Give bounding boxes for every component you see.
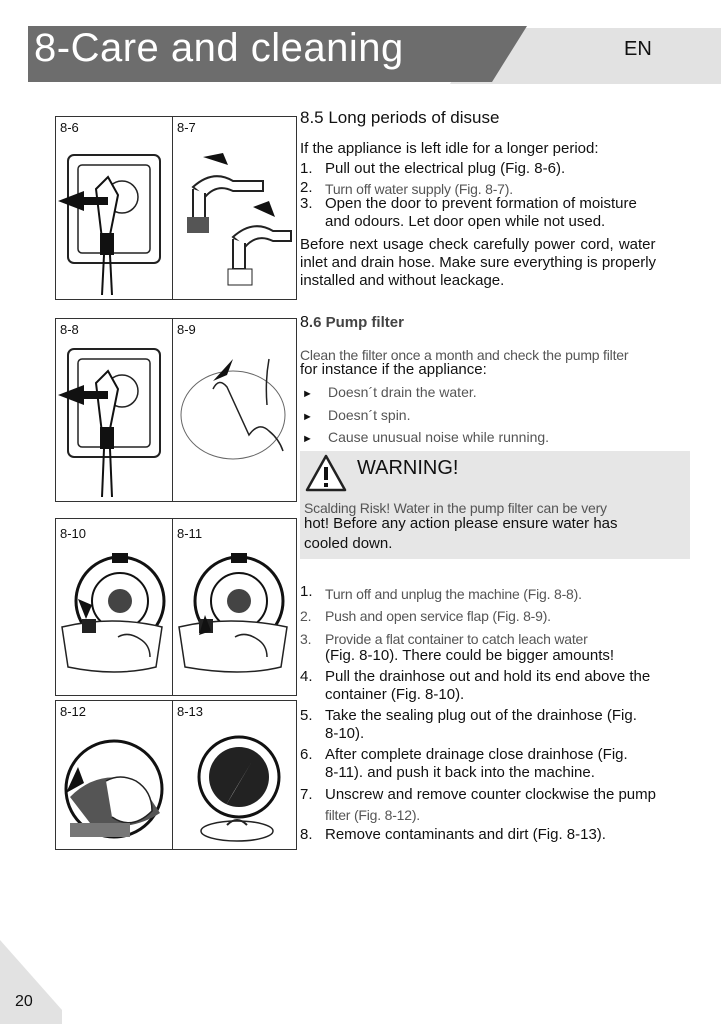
unplug-illustration <box>56 319 171 499</box>
service-flap-illustration <box>173 319 295 499</box>
step-item: 5. Take the sealing plug out of the drainhose (Fig. 8-10). <box>300 707 637 742</box>
warning-title: WARNING! <box>357 457 459 479</box>
figure-label: 8-9 <box>177 322 196 337</box>
figure-pair-8-12-8-13 <box>55 700 297 850</box>
language-label: EN <box>624 38 652 60</box>
pump-filter-illustration <box>56 701 171 847</box>
warning-icon <box>304 453 348 493</box>
warning-line2: hot! Before any action please ensure water has <box>304 515 618 532</box>
warning-line1: Scalding Risk! Water in the pump filter can be very <box>304 500 607 516</box>
section-8-5-intro: If the appliance is left idle for a longer period: <box>300 140 599 157</box>
warning-box <box>300 451 690 559</box>
warning-line3: cooled down. <box>304 535 393 552</box>
figure-label: 8-12 <box>60 704 87 719</box>
list-item: 3. Open the door to prevent formation of moisture and odours. Let door open while not used. <box>300 195 637 230</box>
figure-pair-8-10-8-11 <box>55 518 297 696</box>
figure-pair-8-8-8-9 <box>55 318 297 502</box>
step-item: 4. Pull the drainhose out and hold its end above the container (Fig. 8-10). <box>300 668 651 703</box>
step-item: 7. Unscrew and remove counter clockwise the pump filter (Fig. 8-12). <box>300 786 656 823</box>
figure-label: 8-7 <box>177 120 196 135</box>
step-item: 6. After complete drainage close drainhose (Fig. 8-11). and push it back into the machine. <box>300 746 628 781</box>
page-number: 20 <box>15 993 33 1010</box>
section-8-5-heading: 8.5 Long periods of disuse <box>300 108 500 127</box>
figure-pair-8-6-8-7 <box>55 116 297 300</box>
bullet-item: ► Cause unusual noise while running. <box>302 429 550 445</box>
filter-cleaning-illustration <box>173 701 295 847</box>
figure-label: 8-13 <box>177 704 204 719</box>
figure-label: 8-6 <box>60 120 79 135</box>
section-8-6-line1: Clean the filter once a month and check the pump filter <box>300 347 629 363</box>
page-corner-tab <box>0 940 70 1024</box>
section-8-5-paragraph: Before next usage check carefully power cord, water inlet and drain hose. Make sure everything is properly installed and without leackage. <box>300 236 657 289</box>
bullet-item: ► Doesn´t spin. <box>302 407 411 423</box>
tap-illustration <box>173 117 295 297</box>
drain-hose-illustration <box>56 519 171 693</box>
figure-label: 8-11 <box>177 526 203 541</box>
step-item: 3. Provide a flat container to catch leach water (Fig. 8-10). There could be bigger amounts! <box>300 631 615 664</box>
figure-label: 8-8 <box>60 322 79 337</box>
unplug-illustration <box>56 117 171 297</box>
figure-label: 8-10 <box>60 526 87 541</box>
page-title: 8-Care and cleaning <box>34 26 404 70</box>
section-8-6-heading: 8.6 Pump filter <box>300 314 404 331</box>
section-8-6-line2: for instance if the appliance: <box>300 361 487 378</box>
bullet-item: ► Doesn´t drain the water. <box>302 384 477 400</box>
drain-hose-illustration <box>173 519 295 693</box>
